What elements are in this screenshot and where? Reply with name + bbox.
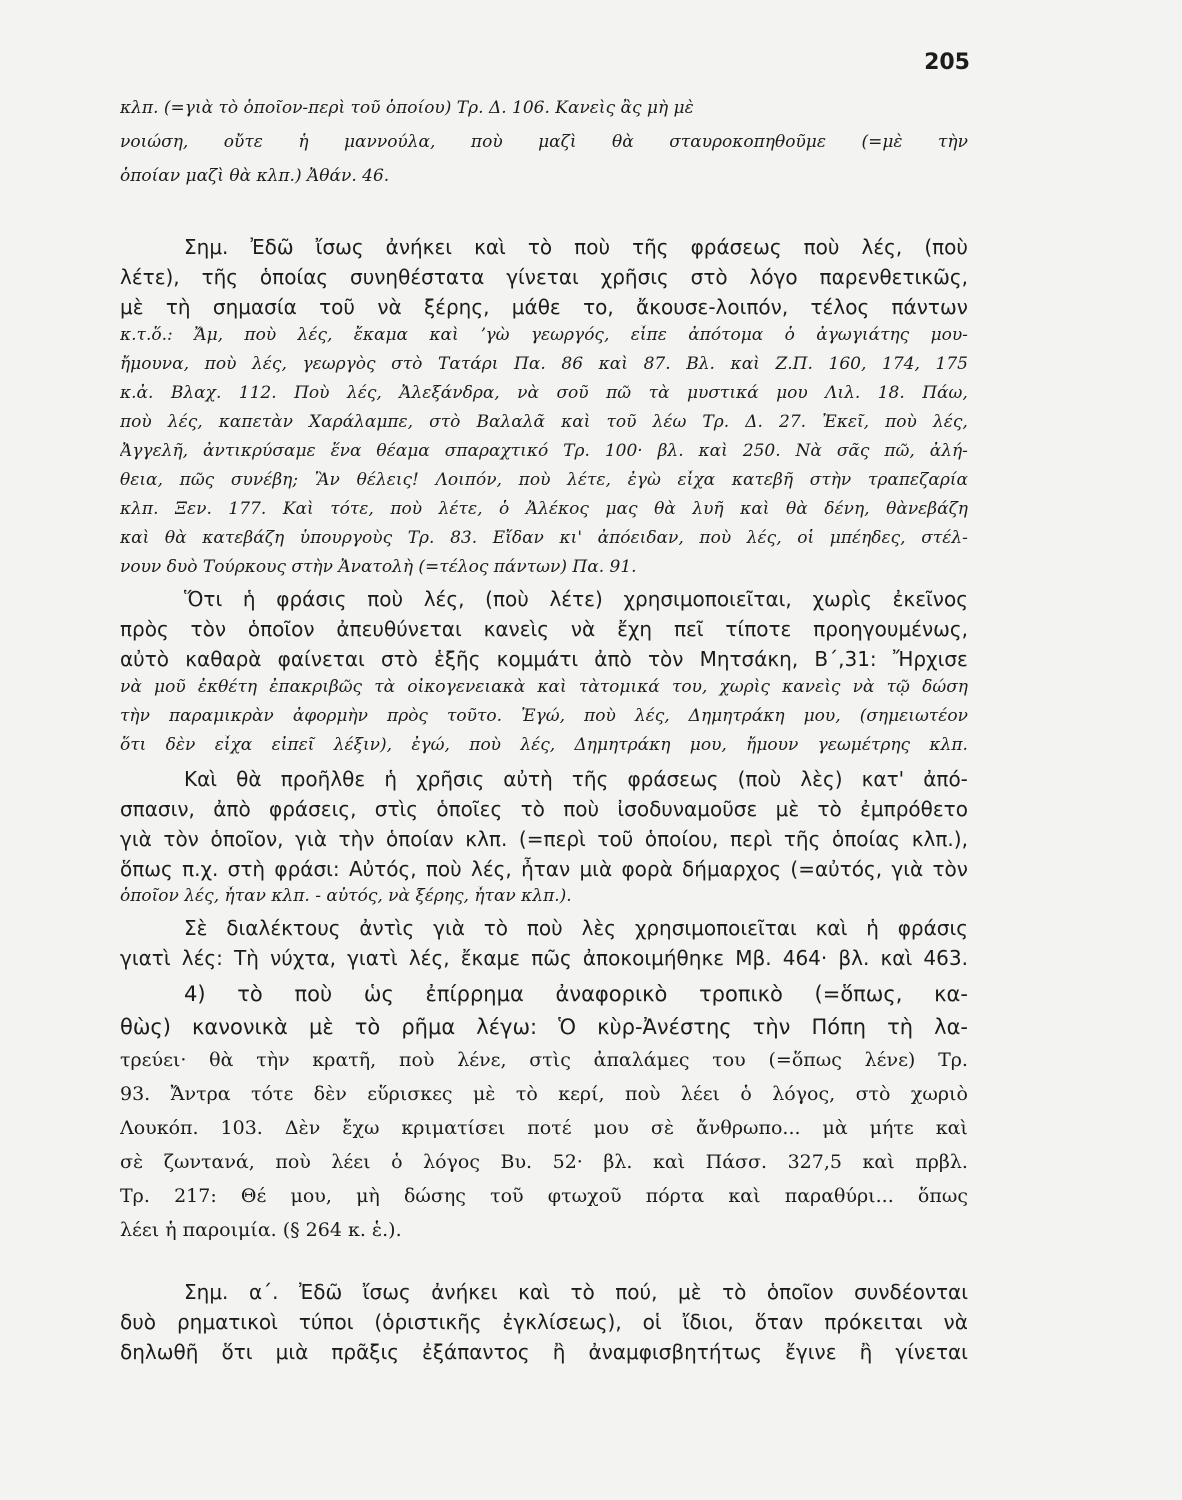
- text-line: σὲ ζωντανά, ποὺ λέει ὁ λόγος Βυ. 52· βλ. καὶ Πάσσ. 327,5 καὶ πρβλ.: [120, 1151, 968, 1173]
- text-line: Σημ. α΄. Ἐδῶ ἴσως ἀνήκει καὶ τὸ πού, μὲ τὸ ὁποῖον συνδέονται: [184, 1280, 968, 1304]
- text-line: κ.τ.ὅ.: Ἄμ, ποὺ λές, ἔκαμα καὶ ʼγὼ γεωργός, εἶπε ἀπότομα ὁ ἀγωγιάτης μου-: [120, 325, 968, 345]
- text-line: γιὰ τὸν ὁποῖον, γιὰ τὴν ὁποίαν κλπ. (=περὶ τοῦ ὁποίου, περὶ τῆς ὁποίας κλπ.),: [120, 827, 968, 851]
- text-line: ποὺ λές, καπετὰν Χαράλαμπε, στὸ Βαλαλᾶ καὶ τοῦ λέω Τρ. Δ. 27. Ἐκεῖ, ποὺ λές,: [120, 412, 968, 432]
- text-line: Σημ. Ἐδῶ ἴσως ἀνήκει καὶ τὸ ποὺ τῆς φράσεως ποὺ λές, (ποὺ: [184, 235, 968, 259]
- text-line: 93. Ἄντρα τότε δὲν εὕρισκες μὲ τὸ κερί, ποὺ λέει ὁ λόγος, στὸ χωριὸ: [120, 1083, 968, 1105]
- text-line: νουν δυὸ Τούρκους στὴν Ἀνατολὴ (=τέλος πάντων) Πα. 91.: [120, 557, 637, 577]
- text-line: ὁποῖον λές, ἦταν κλπ. - αὐτός, νὰ ξέρης, ἦταν κλπ.).: [120, 886, 572, 906]
- text-line: γιατὶ λές: Τὴ νύχτα, γιατὶ λές, ἔκαμε πῶς ἀποκοιμήθηκε Μβ. 464· βλ. καὶ 463.: [120, 946, 968, 970]
- text-line: ἤμουνα, ποὺ λές, γεωργὸς στὸ Τατάρι Πα. 86 καὶ 87. Βλ. καὶ Ζ.Π. 160, 174, 175: [120, 354, 968, 374]
- text-line: Σὲ διαλέκτους ἀντὶς γιὰ τὸ ποὺ λὲς χρησιμοποιεῖται καὶ ἡ φράσις: [184, 916, 968, 940]
- text-line: κλπ. (=γιὰ τὸ ὁποῖον-περὶ τοῦ ὁποίου) Τρ. Δ. 106. Κανεὶς ἂς μὴ μὲ: [120, 98, 694, 118]
- text-line: κ.ἀ. Βλαχ. 112. Ποὺ λές, Ἀλεξάνδρα, νὰ σοῦ πῶ τὰ μυστικά μου Λιλ. 18. Πάω,: [120, 383, 968, 403]
- text-line: ὅτι δὲν εἶχα εἰπεῖ λέξιν), ἐγώ, ποὺ λές, Δημητράκη μου, ἤμουν γεωμέτρης κλπ.: [120, 735, 968, 755]
- text-line: τὴν παραμικρὰν ἀφορμὴν πρὸς τοῦτο. Ἐγώ, ποὺ λές, Δημητράκη μου, (σημειωτέον: [120, 706, 968, 726]
- text-line: αὐτὸ καθαρὰ φαίνεται στὸ ἑξῆς κομμάτι ἀπὸ τὸν Μητσάκη, Β΄,31: Ἤρχισε: [120, 647, 968, 671]
- text-line: νὰ μοῦ ἐκθέτη ἐπακριβῶς τὰ οἰκογενειακὰ καὶ τὰτομικά του, χωρὶς κανεὶς νὰ τῷ δώση: [120, 677, 968, 697]
- text-line: καὶ θὰ κατεβάζη ὑπουργοὺς Τρ. 83. Εἴδαν κι' ἀπόειδαν, ποὺ λές, οἱ μπέηδες, στέλ-: [120, 528, 968, 548]
- text-line: λέτε), τῆς ὁποίας συνηθέστατα γίνεται χρῆσις στὸ λόγο παρενθετικῶς,: [120, 265, 968, 289]
- text-line: Ἀγγελῆ, ἀντικρύσαμε ἕνα θέαμα σπαραχτικό Τρ. 100· βλ. καὶ 250. Νὰ σᾶς πῶ, ἀλή-: [120, 441, 968, 461]
- text-line: πρὸς τὸν ὁποῖον ἀπευθύνεται κανεὶς νὰ ἔχη πεῖ τίποτε προηγουμένως,: [120, 617, 968, 641]
- text-line: ὁποίαν μαζὶ θὰ κλπ.) Ἀθάν. 46.: [120, 166, 390, 186]
- text-line: Λουκόπ. 103. Δὲν ἔχω κριματίσει ποτέ μου σὲ ἄνθρωπο... μὰ μήτε καὶ: [120, 1117, 968, 1139]
- text-line: 4) τὸ ποὺ ὡς ἐπίρρημα ἀναφορικὸ τροπικὸ (=ὅπως, κα-: [184, 982, 968, 1006]
- text-line: δυὸ ρηματικοὶ τύποι (ὁριστικῆς ἐγκλίσεως), οἱ ἴδιοι, ὅταν πρόκειται νὰ: [120, 1310, 968, 1334]
- text-line: δηλωθῆ ὅτι μιὰ πρᾶξις ἐξάπαντος ἢ ἀναμφισβητήτως ἔγινε ἢ γίνεται: [120, 1340, 968, 1364]
- page-number: 205: [924, 50, 970, 75]
- text-line: λέει ἡ παροιμία. (§ 264 κ. ἑ.).: [120, 1219, 402, 1241]
- text-line: ὅπως π.χ. στὴ φράσι: Αὐτός, ποὺ λές, ἦταν μιὰ φορὰ δήμαρχος (=αὐτός, γιὰ τὸν: [120, 857, 968, 881]
- text-line: μὲ τὴ σημασία τοῦ νὰ ξέρης, μάθε το, ἄκουσε-λοιπόν, τέλος πάντων: [120, 295, 968, 319]
- text-line: νοιώση, οὔτε ἡ μαννούλα, ποὺ μαζὶ θὰ σταυροκοπηθοῦμε (=μὲ τὴν: [120, 132, 968, 152]
- text-line: Τρ. 217: Θέ μου, μὴ δώσης τοῦ φτωχοῦ πόρτα καὶ παραθύρι... ὅπως: [120, 1185, 968, 1207]
- text-line: τρεύει· θὰ τὴν κρατῆ, ποὺ λένε, στὶς ἀπαλάμες του (=ὅπως λένε) Τρ.: [120, 1049, 968, 1071]
- text-line: κλπ. Ξεν. 177. Καὶ τότε, ποὺ λέτε, ὁ Ἀλέκος μας θὰ λυῆ καὶ θὰ δένη, θὰνεβάζη: [120, 499, 968, 519]
- text-line: Καὶ θὰ προῆλθε ἡ χρῆσις αὐτὴ τῆς φράσεως (ποὺ λὲς) κατ' ἀπό-: [184, 767, 968, 791]
- text-line: Ὅτι ἡ φράσις ποὺ λές, (ποὺ λέτε) χρησιμοποιεῖται, χωρὶς ἐκεῖνος: [184, 587, 968, 611]
- text-line: σπασιν, ἀπὸ φράσεις, στὶς ὁποῖες τὸ ποὺ ἰσοδυναμοῦσε μὲ τὸ ἐμπρόθετο: [120, 797, 968, 821]
- text-line: θεια, πῶς συνέβη; Ἂν θέλεις! Λοιπόν, ποὺ λέτε, ἐγὼ εἶχα κατεβῆ στὴν τραπεζαρία: [120, 470, 968, 490]
- text-line: θὼς) κανονικὰ μὲ τὸ ρῆμα λέγω: Ὁ κὺρ-Ἀνέστης τὴν Πόπη τὴ λα-: [120, 1015, 968, 1039]
